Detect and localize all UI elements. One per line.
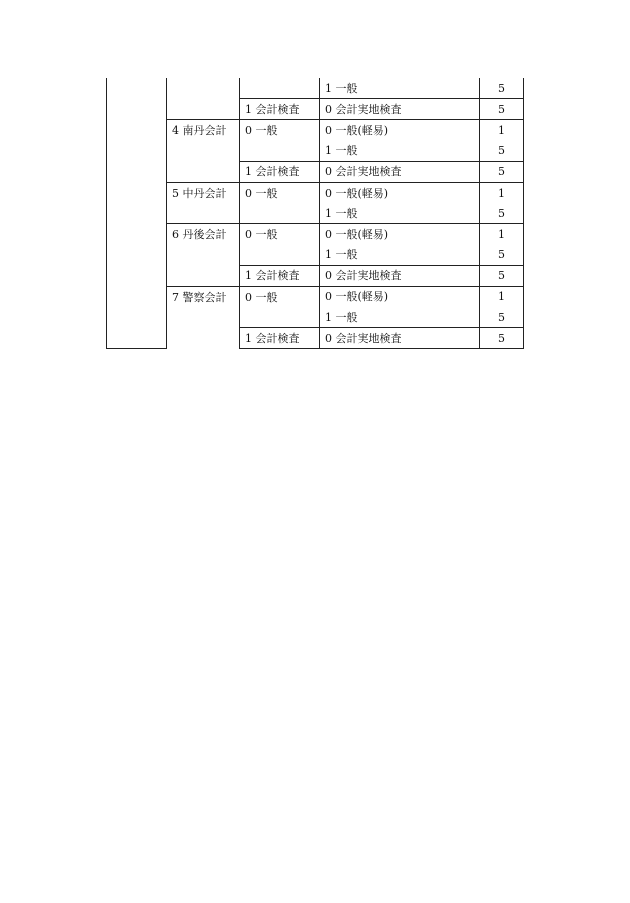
table-row xyxy=(107,224,524,245)
table-cell-item: 0 一般(軽易) xyxy=(320,286,480,307)
table-cell-subgroup: 0 一般 xyxy=(240,182,320,223)
table-cell-item: 0 会計実地検査 xyxy=(320,161,480,182)
table-cell-value: 5 xyxy=(480,307,524,328)
table-cell-category xyxy=(107,78,167,349)
table-cell-value: 1 xyxy=(480,286,524,307)
table-cell-item: 1 一般 xyxy=(320,307,480,328)
table-cell-item: 0 一般(軽易) xyxy=(320,224,480,245)
table-cell-group: 4 南丹会計 xyxy=(167,120,240,183)
table-cell-item: 1 一般 xyxy=(320,203,480,224)
table-cell-subgroup: 1 会計検査 xyxy=(240,99,320,120)
table-row xyxy=(107,182,524,203)
table-cell-value: 5 xyxy=(480,328,524,349)
table-cell-group-continued xyxy=(167,78,240,120)
table-row xyxy=(107,120,524,141)
table-cell-item: 1 一般 xyxy=(320,141,480,162)
table-cell-item: 0 会計実地検査 xyxy=(320,99,480,120)
table-cell-subgroup: 0 一般 xyxy=(240,120,320,161)
table-cell-item: 0 会計実地検査 xyxy=(320,328,480,349)
table-cell-item: 0 一般(軽易) xyxy=(320,120,480,141)
table-cell-subgroup: 1 会計検査 xyxy=(240,265,320,286)
table-cell-subgroup: 1 会計検査 xyxy=(240,328,320,349)
table-cell-value: 5 xyxy=(480,245,524,266)
table-cell-subgroup: 0 一般 xyxy=(240,224,320,265)
table-cell-value: 5 xyxy=(480,78,524,99)
table-cell-item: 0 会計実地検査 xyxy=(320,265,480,286)
table-cell-subgroup: 1 会計検査 xyxy=(240,161,320,182)
table-cell-value: 5 xyxy=(480,99,524,120)
table-cell-value: 5 xyxy=(480,161,524,182)
table-cell-group: 7 警察会計 xyxy=(167,286,240,349)
table-cell-item: 0 一般(軽易) xyxy=(320,182,480,203)
table-cell-subgroup: 0 一般 xyxy=(240,286,320,327)
table-cell-item: 1 一般 xyxy=(320,78,480,99)
table-row xyxy=(107,286,524,307)
table-cell-value: 1 xyxy=(480,120,524,141)
table-cell-group: 6 丹後会計 xyxy=(167,224,240,287)
table-row xyxy=(107,78,524,99)
table-cell-group: 5 中丹会計 xyxy=(167,182,240,223)
table-cell-value: 5 xyxy=(480,141,524,162)
table-cell-value: 1 xyxy=(480,224,524,245)
table-cell-item: 1 一般 xyxy=(320,245,480,266)
table-cell-subgroup-continued xyxy=(240,78,320,99)
table-cell-value: 5 xyxy=(480,265,524,286)
table-cell-value: 1 xyxy=(480,182,524,203)
classification-table xyxy=(106,78,524,349)
table-cell-value: 5 xyxy=(480,203,524,224)
